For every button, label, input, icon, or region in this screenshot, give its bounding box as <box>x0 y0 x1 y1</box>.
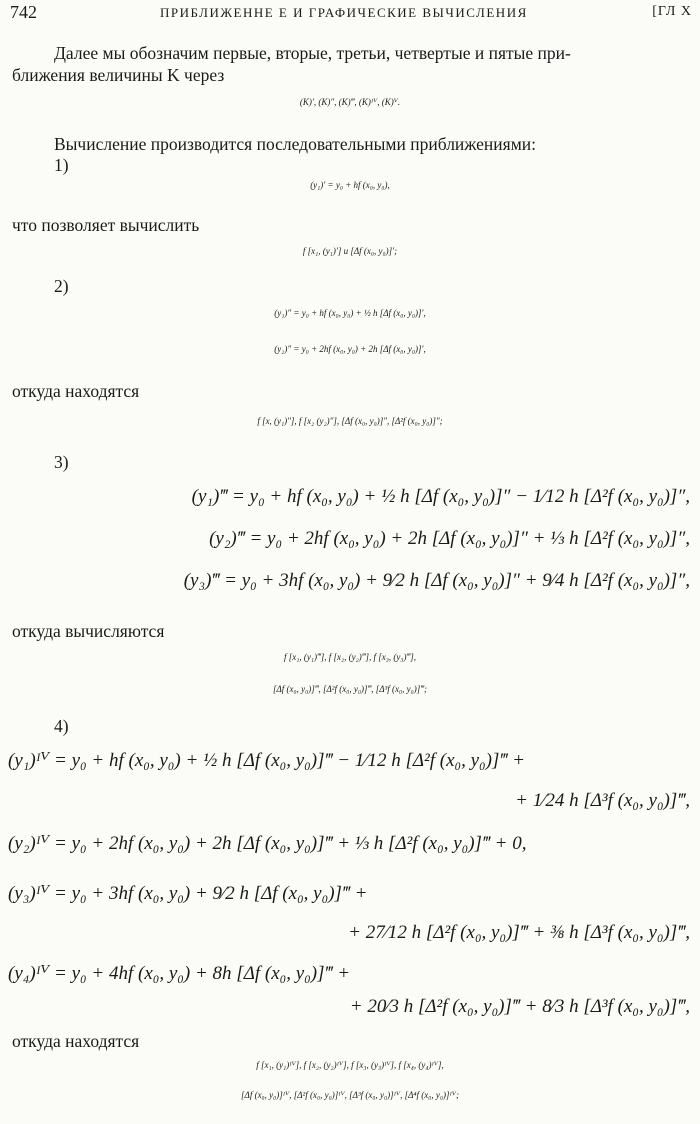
step-2-label: 2) <box>54 276 69 296</box>
equation-4d-continued: + 20⁄3 h [Δ²f (x₀, y₀)]‴ + 8⁄3 h [Δ³f (x₀, y₀)]‴, <box>349 996 690 1017</box>
equation-found-1: f [x, (y₁)″], f [x₂ (y₂)″], [Δf (x₀, y₀)]″, [Δ²f (x₀, y₀)]″; <box>257 416 443 426</box>
chapter-label: [ГЛ X <box>652 4 692 19</box>
text-allows: что позволяет вычислить <box>12 215 200 235</box>
equation-k-approximations: (K)′, (K)″, (K)‴, (K)ᴵⱽ, (K)ⱽ. <box>299 97 401 107</box>
text-found-2: откуда находятся <box>12 1031 140 1051</box>
step-1-label: 1) <box>54 155 69 175</box>
equation-4b: (y₂)ᴵⱽ = y₀ + 2hf (x₀, y₀) + 2h [Δf (x₀, y₀)]‴ + ⅓ h [Δ²f (x₀, y₀)]‴ + 0, <box>8 833 527 854</box>
equation-computed-b: [Δf (x₀, y₀)]‴, [Δ²f (x₀, y₀)]‴, [Δ³f (x₀, y₀)]‴; <box>272 684 428 694</box>
equation-found-2b: [Δf (x₀, y₀)]ᴵⱽ, [Δ²f (x₀, y₀)]ᴵⱽ, [Δ³f (x₀, y₀)]ᴵⱽ, [Δ⁴f (x₀, y₀)]ᴵⱽ; <box>241 1090 459 1100</box>
calc-text: Вычисление производится последовательными приближениями: <box>54 134 537 154</box>
equation-2b: (y₂)″ = y₀ + 2hf (x₀, y₀) + 2h [Δf (x₀, y₀)]′, <box>274 344 426 354</box>
equation-computed-a: f [x₁, (y₁)‴], f [x₂, (y₂)‴], f [x₃, (y₃)‴], <box>283 652 417 662</box>
text-computed: откуда вычисляются <box>12 621 165 641</box>
intro-line-2: ближения величины K через <box>12 65 225 85</box>
equation-4a: (y₁)ᴵⱽ = y₀ + hf (x₀, y₀) + ½ h [Δf (x₀, y₀)]‴ − 1⁄12 h [Δ²f (x₀, y₀)]‴ + <box>8 750 525 771</box>
equation-4c: (y₃)ᴵⱽ = y₀ + 3hf (x₀, y₀) + 9⁄2 h [Δf (x₀, y₀)]‴ + <box>8 883 368 904</box>
equation-4d: (y₄)ᴵⱽ = y₀ + 4hf (x₀, y₀) + 8h [Δf (x₀, y₀)]‴ + <box>8 963 351 984</box>
intro-line-1: Далее мы обозначим первые, вторые, третьи, четвертые и пятые при- <box>54 43 571 63</box>
step-3-label: 3) <box>54 452 69 472</box>
text-found-1: откуда находятся <box>12 381 140 401</box>
equation-allows: f [x₁, (y₁)′] и [Δf (x₀, y₀)]′; <box>302 246 398 256</box>
page-header <box>0 2 700 26</box>
running-title: ПРИБЛИЖЕННЕ Е И ГРАФИЧЕСКИЕ ВЫЧИСЛЕНИЯ <box>160 5 528 20</box>
equation-3b: (y₂)‴ = y₀ + 2hf (x₀, y₀) + 2h [Δf (x₀, y₀)]″ + ⅓ h [Δ²f (x₀, y₀)]″, <box>209 528 690 549</box>
equation-1: (y₁)′ = y₀ + hf (x₀, y₀), <box>310 180 390 190</box>
equation-4c-continued: + 27⁄12 h [Δ²f (x₀, y₀)]‴ + ⅜ h [Δ³f (x₀, y₀)]‴, <box>348 922 690 943</box>
equation-found-2a: f [x₁, (y₁)ᴵⱽ], f [x₂, (y₂)ᴵⱽ], f [x₃, (y₃)ᴵⱽ], f [x₄, (y₄)ᴵⱽ], <box>256 1060 444 1070</box>
page-number: 742 <box>10 2 37 22</box>
equation-3c: (y₃)‴ = y₀ + 3hf (x₀, y₀) + 9⁄2 h [Δf (x₀, y₀)]″ + 9⁄4 h [Δ²f (x₀, y₀)]″, <box>183 570 690 591</box>
equation-3a: (y₁)‴ = y₀ + hf (x₀, y₀) + ½ h [Δf (x₀, y₀)]″ − 1⁄12 h [Δ²f (x₀, y₀)]″, <box>191 486 690 507</box>
equation-4a-continued: + 1⁄24 h [Δ³f (x₀, y₀)]‴, <box>515 790 690 811</box>
equation-2a: (y₁)″ = y₀ + hf (x₀, y₀) + ½ h [Δf (x₀, y₀)]′, <box>274 308 426 318</box>
step-4-label: 4) <box>54 716 69 736</box>
